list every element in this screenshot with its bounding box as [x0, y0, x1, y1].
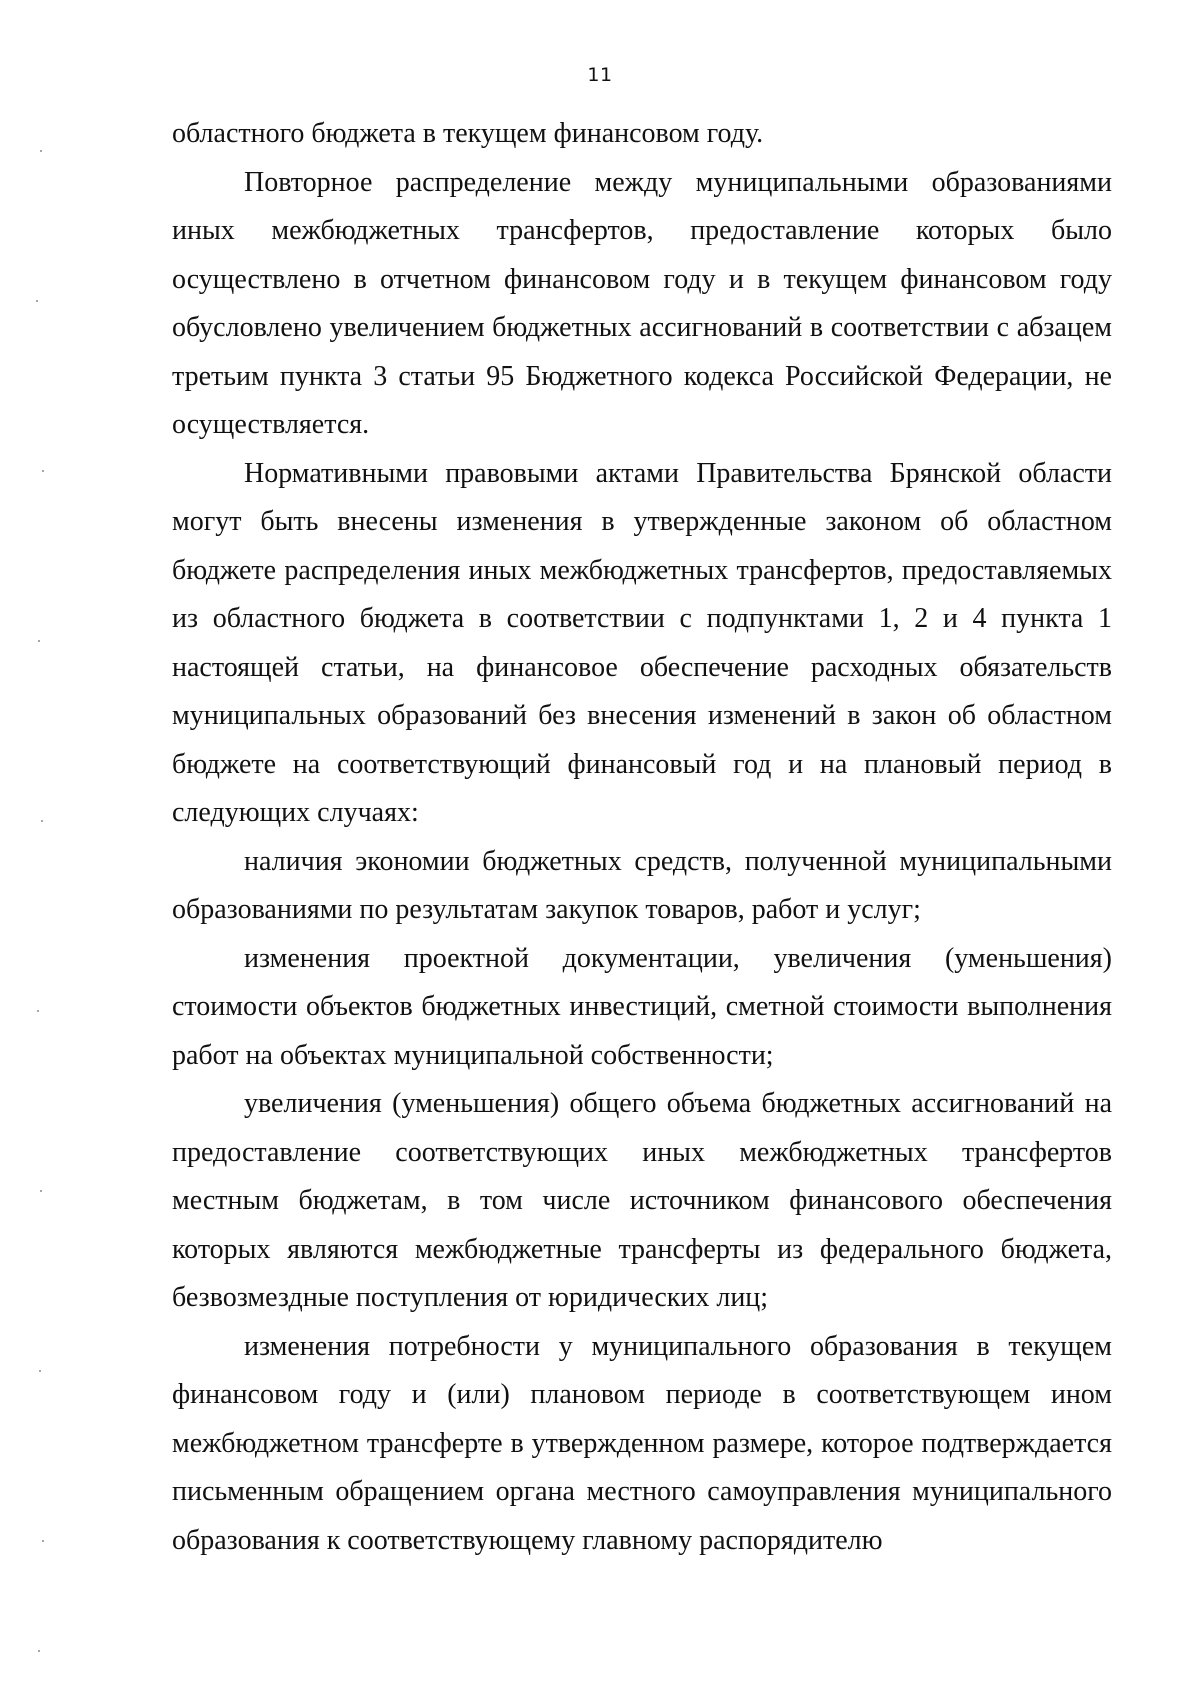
scan-speck — [36, 300, 38, 302]
scan-speck — [37, 1010, 39, 1012]
page-number: 11 — [587, 64, 613, 86]
list-item-savings: наличия экономии бюджетных средств, полученной муниципальными образованиями по результатам закупок товаров, работ и услуг; — [172, 845, 1112, 925]
scan-speck — [40, 150, 42, 152]
scan-speck — [38, 640, 40, 642]
paragraph-redistribution: Повторное распределение между муниципальными образованиями иных межбюджетных трансфертов, предоставление которых было осуществлено в отчетном финансовом году и в текущем финансовом году обусловлено увеличением бюджетных ассигнований в соответствии с абзацем третьим пункта 3 статьи 95 Бюджетного кодекса Российской Федерации, не осуществляется. — [172, 166, 1112, 440]
list-item-project-docs: изменения проектной документации, увеличения (уменьшения) стоимости объектов бюджетных инвестиций, сметной стоимости выполнения работ на объектах муниципальной собственности; — [172, 942, 1112, 1071]
scan-speck — [42, 1540, 44, 1542]
list-item-volume-change: увеличения (уменьшения) общего объема бюджетных ассигнований на предоставление соответствующих иных межбюджетных трансфертов местным бюджетам, в том числе источником финансового обеспечения которых являются межбюджетные трансферты из федерального бюджета, безвозмездные поступления от юридических лиц; — [172, 1088, 1112, 1313]
paragraph-normative-acts: Нормативными правовыми актами Правительства Брянской области могут быть внесены изменения в утвержденные законом об областном бюджете распределения иных межбюджетных трансфертов, предоставляемых из областного бюджета в соответствии с подпунктами 1, 2 и 4 пункта 1 настоящей статьи, на финансовое обеспечение расходных обязательств муниципальных образований без внесения изменений в закон об областном бюджете на соответствующий финансовый год и на плановый период в следующих случаях: — [172, 457, 1112, 828]
scan-speck — [39, 1370, 41, 1372]
document-body — [172, 110, 1112, 1565]
paragraph-continuation: областного бюджета в текущем финансовом году. — [172, 118, 764, 149]
list-item-demand-change: изменения потребности у муниципального образования в текущем финансовом году и (или) плановом периоде в соответствующем ином межбюджетном трансферте в утвержденном размере, которое подтверждается письменным обращением органа местного самоуправления муниципального образования к соответствующему главному распорядителю — [172, 1330, 1112, 1556]
scan-speck — [38, 1650, 40, 1652]
scan-speck — [40, 1190, 42, 1192]
scan-speck — [41, 820, 43, 822]
scan-speck — [42, 470, 44, 472]
